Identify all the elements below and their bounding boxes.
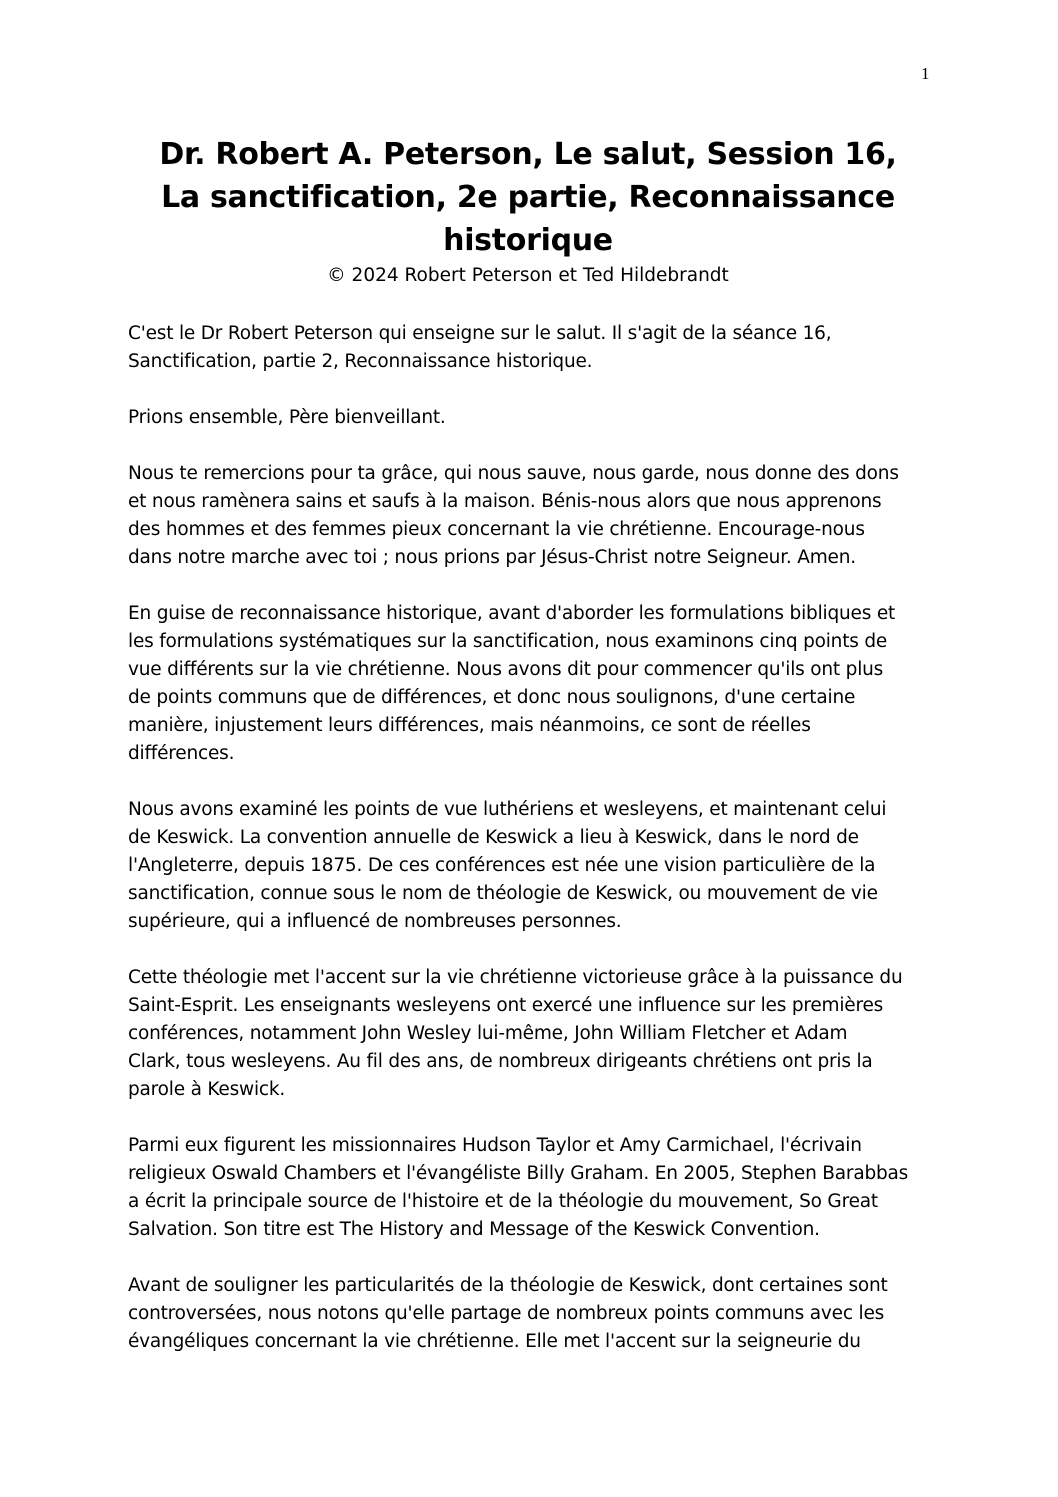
document-body: [128, 320, 928, 1384]
text-line: de points communs que de différences, et donc nous soulignons, d'une certaine: [128, 687, 856, 708]
text-line: manière, injustement leurs différences, mais néanmoins, ce sont de réelles: [128, 715, 811, 736]
paragraph: [128, 796, 928, 936]
title-line: La sanctification, 2e partie, Reconnaissance: [161, 180, 895, 215]
paragraph: [128, 460, 928, 572]
paragraph: [128, 320, 928, 376]
text-line: l'Angleterre, depuis 1875. De ces conférences est née une vision particulière de la: [128, 855, 876, 876]
text-line: En guise de reconnaissance historique, avant d'aborder les formulations bibliques et: [128, 603, 896, 624]
paragraph: [128, 964, 928, 1104]
paragraph: [128, 1132, 928, 1244]
text-line: et nous ramènera sains et saufs à la maison. Bénis-nous alors que nous apprenons: [128, 491, 882, 512]
paragraph: [128, 600, 928, 768]
text-line: Nous avons examiné les points de vue luthériens et wesleyens, et maintenant celui: [128, 799, 887, 820]
text-line: évangéliques concernant la vie chrétienne. Elle met l'accent sur la seigneurie du: [128, 1331, 861, 1352]
title-block: [128, 133, 928, 289]
text-line: vue différents sur la vie chrétienne. Nous avons dit pour commencer qu'ils ont plus: [128, 659, 884, 680]
text-line: religieux Oswald Chambers et l'évangéliste Billy Graham. En 2005, Stephen Barabbas: [128, 1163, 909, 1184]
text-line: parole à Keswick.: [128, 1079, 286, 1100]
text-line: Prions ensemble, Père bienveillant.: [128, 407, 446, 428]
text-line: controversées, nous notons qu'elle partage de nombreux points communs avec les: [128, 1303, 885, 1324]
text-line: Cette théologie met l'accent sur la vie chrétienne victorieuse grâce à la puissance du: [128, 967, 903, 988]
text-line: Saint-Esprit. Les enseignants wesleyens ont exercé une influence sur les premières: [128, 995, 884, 1016]
title-line: Dr. Robert A. Peterson, Le salut, Session 16,: [159, 137, 897, 172]
text-line: conférences, notamment John Wesley lui-même, John William Fletcher et Adam: [128, 1023, 848, 1044]
text-line: dans notre marche avec toi ; nous prions par Jésus-Christ notre Seigneur. Amen.: [128, 547, 856, 568]
text-line: Avant de souligner les particularités de la théologie de Keswick, dont certaines sont: [128, 1275, 888, 1296]
title-line: historique: [443, 223, 613, 258]
text-line: Salvation. Son titre est The History and Message of the Keswick Convention.: [128, 1219, 820, 1240]
text-line: différences.: [128, 743, 235, 764]
text-line: supérieure, qui a influencé de nombreuses personnes.: [128, 911, 622, 932]
text-line: C'est le Dr Robert Peterson qui enseigne sur le salut. Il s'agit de la séance 16,: [128, 323, 832, 344]
paragraph: [128, 404, 928, 432]
text-line: a écrit la principale source de l'histoire et de la théologie du mouvement, So Great: [128, 1191, 878, 1212]
text-line: les formulations systématiques sur la sanctification, nous examinons cinq points de: [128, 631, 888, 652]
text-line: Sanctification, partie 2, Reconnaissance historique.: [128, 351, 593, 372]
text-line: Nous te remercions pour ta grâce, qui nous sauve, nous garde, nous donne des dons: [128, 463, 899, 484]
text-line: des hommes et des femmes pieux concernant la vie chrétienne. Encourage-nous: [128, 519, 865, 540]
paragraph: [128, 1272, 928, 1356]
text-line: Clark, tous wesleyens. Au fil des ans, de nombreux dirigeants chrétiens ont pris la: [128, 1051, 873, 1072]
copyright-notice: © 2024 Robert Peterson et Ted Hildebrandt: [327, 265, 729, 286]
text-line: sanctification, connue sous le nom de théologie de Keswick, ou mouvement de vie: [128, 883, 878, 904]
text-line: de Keswick. La convention annuelle de Keswick a lieu à Keswick, dans le nord de: [128, 827, 859, 848]
text-line: Parmi eux figurent les missionnaires Hudson Taylor et Amy Carmichael, l'écrivain: [128, 1135, 862, 1156]
page-number: 1: [921, 64, 930, 83]
